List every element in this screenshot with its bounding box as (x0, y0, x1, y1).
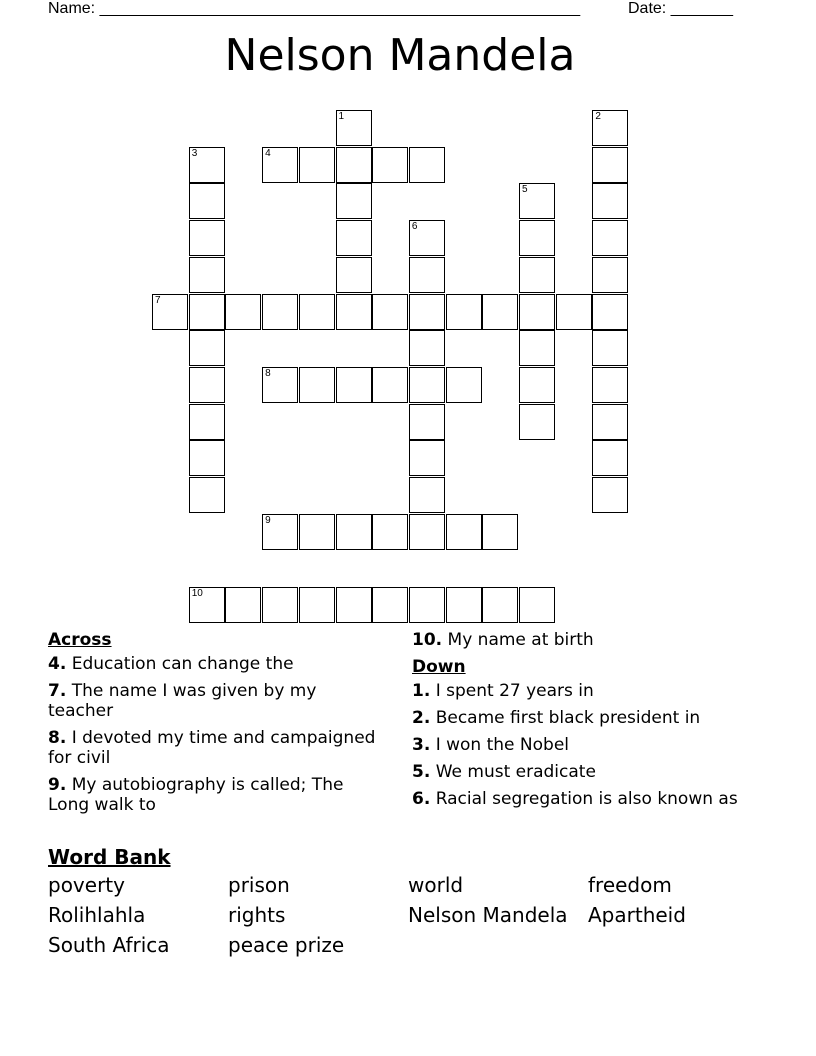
crossword-cell[interactable] (225, 294, 261, 330)
crossword-cell[interactable] (519, 367, 555, 403)
word-bank-heading: Word Bank (48, 845, 171, 869)
down-clue-5 (412, 762, 752, 782)
crossword-cell[interactable] (336, 220, 372, 256)
down-heading: Down (412, 657, 466, 677)
crossword-cell[interactable] (592, 440, 628, 476)
crossword-cell[interactable] (556, 294, 592, 330)
crossword-cell[interactable] (409, 330, 445, 366)
crossword-cell[interactable] (189, 257, 225, 293)
crossword-cell[interactable] (189, 404, 225, 440)
clue-text: My name at birth (447, 630, 594, 650)
date-field-label[interactable]: Date: _______ (628, 0, 733, 17)
word-bank-item: South Africa (48, 933, 170, 957)
crossword-cell[interactable] (189, 220, 225, 256)
crossword-cell[interactable] (189, 587, 225, 623)
crossword-cell[interactable] (189, 440, 225, 476)
crossword-cell[interactable] (262, 367, 298, 403)
across-clue-10 (412, 630, 752, 650)
crossword-cell[interactable] (372, 587, 408, 623)
clue-text: Education can change the (71, 654, 294, 674)
across-clue-9 (48, 775, 378, 815)
clue-text: My autobiography is called; The Long walk to (48, 775, 344, 815)
clue-number: 6. (412, 789, 431, 809)
crossword-cell[interactable] (409, 587, 445, 623)
crossword-cell[interactable] (592, 404, 628, 440)
down-clue-3 (412, 735, 752, 755)
name-field-label[interactable]: Name: ______________________________________________________ (48, 0, 581, 17)
crossword-cell[interactable] (336, 183, 372, 219)
word-bank-list (48, 873, 768, 957)
crossword-cell[interactable] (372, 294, 408, 330)
cell-number: 9 (265, 514, 271, 526)
cell-number: 4 (265, 147, 271, 159)
crossword-cell[interactable] (409, 220, 445, 256)
crossword-cell[interactable] (299, 514, 335, 550)
crossword-cell[interactable] (519, 294, 555, 330)
crossword-cell[interactable] (299, 147, 335, 183)
crossword-cell[interactable] (262, 147, 298, 183)
clues-right-column (412, 630, 752, 816)
crossword-cell[interactable] (372, 147, 408, 183)
crossword-cell[interactable] (262, 294, 298, 330)
crossword-cell[interactable] (519, 257, 555, 293)
crossword-cell[interactable] (336, 587, 372, 623)
crossword-cell[interactable] (189, 183, 225, 219)
cell-number: 1 (338, 111, 345, 122)
crossword-cell[interactable] (336, 367, 372, 403)
crossword-cell[interactable] (409, 440, 445, 476)
crossword-cell[interactable] (189, 477, 225, 513)
cell-number: 2 (595, 111, 601, 122)
crossword-cell[interactable] (372, 514, 408, 550)
crossword-cell[interactable] (446, 294, 482, 330)
down-clue-1 (412, 681, 752, 701)
down-clue-6 (412, 789, 752, 809)
clue-text: I spent 27 years in (435, 681, 594, 701)
crossword-cell[interactable] (519, 330, 555, 366)
clue-text: We must eradicate (435, 762, 596, 782)
word-bank-item: peace prize (228, 933, 345, 957)
word-bank-item: Rolihlahla (48, 903, 146, 927)
clue-number: 3. (412, 735, 431, 755)
crossword-cell[interactable] (519, 587, 555, 623)
crossword-cell[interactable] (482, 294, 518, 330)
clues-left-column (48, 630, 378, 822)
word-bank-item: prison (228, 873, 290, 897)
across-heading: Across (48, 630, 112, 650)
clue-number: 1. (412, 681, 431, 701)
clue-text: I won the Nobel (435, 735, 569, 755)
word-bank (48, 845, 768, 957)
crossword-cell[interactable] (189, 367, 225, 403)
crossword-cell[interactable] (262, 514, 298, 550)
crossword-cell[interactable] (409, 294, 445, 330)
crossword-cell[interactable] (262, 587, 298, 623)
crossword-cell[interactable] (336, 294, 372, 330)
crossword-cell[interactable] (482, 514, 518, 550)
word-bank-item: rights (228, 903, 286, 927)
clue-number: 5. (412, 762, 431, 782)
crossword-cell[interactable] (225, 587, 261, 623)
clue-number: 9. (48, 775, 67, 795)
crossword-cell[interactable] (409, 477, 445, 513)
page-title: Nelson Mandela (224, 30, 576, 81)
crossword-cell[interactable] (189, 330, 225, 366)
crossword-cell[interactable] (409, 404, 445, 440)
crossword-cell[interactable] (409, 257, 445, 293)
clue-number: 2. (412, 708, 431, 728)
crossword-cell[interactable] (336, 110, 372, 146)
crossword-cell[interactable] (592, 477, 628, 513)
word-bank-item: poverty (48, 873, 125, 897)
cell-number: 3 (191, 147, 198, 159)
crossword-cell[interactable] (519, 183, 555, 219)
word-bank-item: freedom (588, 873, 672, 897)
crossword-cell[interactable] (152, 294, 188, 330)
crossword-cell[interactable] (409, 367, 445, 403)
crossword-cell[interactable] (299, 367, 335, 403)
clue-number: 8. (48, 728, 67, 748)
crossword-cell[interactable] (519, 404, 555, 440)
cell-number: 7 (155, 294, 161, 306)
crossword-cell[interactable] (189, 147, 225, 183)
cell-number: 10 (191, 588, 203, 600)
crossword-cell[interactable] (446, 514, 482, 550)
crossword-cell[interactable] (299, 587, 335, 623)
clue-text: I devoted my time and campaigned for civil (48, 728, 376, 768)
crossword-cell[interactable] (592, 367, 628, 403)
across-clue-4 (48, 654, 378, 674)
clue-text: Became first black president in (435, 708, 701, 728)
clue-number: 10. (412, 630, 443, 650)
crossword-cell[interactable] (519, 220, 555, 256)
clue-number: 4. (48, 654, 67, 674)
cell-number: 8 (265, 367, 271, 379)
crossword-cell[interactable] (336, 257, 372, 293)
cell-number: 6 (411, 221, 418, 233)
crossword-cell[interactable] (336, 147, 372, 183)
crossword-cell[interactable] (592, 257, 628, 293)
across-clue-7 (48, 681, 378, 721)
clue-number: 7. (48, 681, 67, 701)
crossword-cell[interactable] (592, 183, 628, 219)
across-clue-8 (48, 728, 378, 768)
crossword-cell[interactable] (336, 514, 372, 550)
cell-number: 5 (522, 184, 528, 196)
crossword-cell[interactable] (446, 367, 482, 403)
word-bank-item: Apartheid (588, 903, 686, 927)
crossword-cell[interactable] (592, 110, 628, 146)
word-bank-item: world (408, 873, 464, 897)
crossword-cell[interactable] (446, 587, 482, 623)
crossword-cell[interactable] (372, 367, 408, 403)
crossword-cell[interactable] (299, 294, 335, 330)
crossword-cell[interactable] (592, 330, 628, 366)
crossword-cell[interactable] (409, 514, 445, 550)
crossword-cell[interactable] (592, 147, 628, 183)
clue-text: The name I was given by my teacher (48, 681, 317, 721)
word-bank-item: Nelson Mandela (408, 903, 568, 927)
crossword-cell[interactable] (592, 294, 628, 330)
clue-text: Racial segregation is also known as (435, 789, 738, 809)
crossword-cell[interactable] (592, 220, 628, 256)
crossword-cell[interactable] (409, 147, 445, 183)
crossword-cell[interactable] (482, 587, 518, 623)
down-clue-2 (412, 708, 752, 728)
crossword-cell[interactable] (189, 294, 225, 330)
